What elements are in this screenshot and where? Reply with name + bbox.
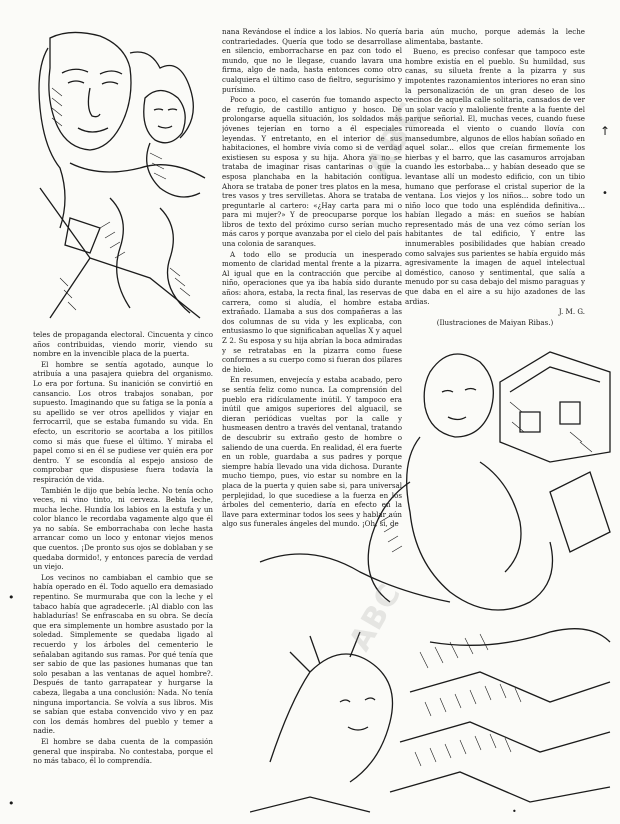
paragraph: Poco a poco, el caserón fue tomando aspecto de refugio, de castillo antiguo y hosco. De prolongarse aquella situación, los soldados más jóvenes tejerían en torno a él especiales leyendas. Y entretanto, en el interior de sus habitaciones, el hombre vivía como si de verdad existiesen su esposa y su hija. Ahora ya no se trataba de imaginar risas cantarinas o que la esposa planchaba en la habitación contigua. Ahora se trataba de poner tres platos en la mesa, tres vasos y tres servilletas. Ahora se trataba de preguntarle al cartero: «¿Hay carta para mi o para mi mujer?» Y de preocuparse porque los libros de texto del próximo curso serían mucho más caros y porque avanzaba por el cielo del país una colonia de saranques. — [222, 95, 402, 249]
column-right — [405, 27, 585, 349]
paragraph: En resumen, envejecía y estaba acabado, pero se sentía feliz como nunca. La comprensión del pueblo era ridículamente inútil. Y tampoco era inútil que amigos superiores del alguacil, se dieran periódicas vueltas por la calle y husmeasen dentro a través del ventanal, tratando de descubrir su extraño gesto de hombre o saliendo de una cuerda. En realidad, él era fuerte en un roble, guardaba a sus padres y porque siempre había llevado una vida dichosa. Durante mucho tiempo, pues, vio estar su nombre en la placa de la puerta y quien sabe si, para universal perplejidad, lo que sucediese a la fuerza en los árboles del cementerio, daría en efecto en la llave para exterminar todos los sees y hablar aún algo sus funerales ángeles del mundo. ¡Oh, si, de — [222, 375, 402, 529]
margin-mark-icon: • — [8, 797, 15, 810]
paragraph: A todo ello se producía un inesperado momento de claridad mental frente a la pizarra. Al igual que en la contracción que percibe al niño, operaciones que ya iba había sido durante años: ahora, estaba, la recta final, las reservas de carrera, como si aludía, el hombre estaba extrañado. Llamaba a sus dos compañeras a las dos columnas de su vida y les explicaba, con entusiasmo lo que significaban aquellas X y aquel Z 2. Su esposa y su hija abrían la boca admiradas y se retratabas en la pizarra como fuese conformes a su cuerpo como si fueran dos pilares de hielo. — [222, 249, 402, 374]
margin-mark-icon: • — [512, 807, 517, 816]
margin-mark-icon: • — [8, 591, 15, 604]
author-signature: J. M. G. — [558, 307, 585, 317]
paragraph: Los vecinos no cambiaban el cambio que se había operado en él. Todo aquello era demasiado repentino. Se murmuraba que con la leche y el tabaco había que agradecerle. ¡Al diablo con las habladurías! Se enfrascaba en su obra. Se decía que era simplemente un hombre asustado por la soledad. Simplemente se quedaba ligado al recuerdo y los árboles del cementerio le señalaban agitando sus ramas. Por qué tenía que ser sabio de que las pasiones humanas que tan solo pesaban a las ventanas de aquel hombre?. Después de tanto garrapatear y hurgarse la cabeza, llegaba a una conclusión: Nada. No tenía ninguna importancia. Se volvía a sus libros. Mis se sabían que estaba convencido vivo y en paz con los demás hombres del pueblo y temer a nadie. — [33, 572, 213, 736]
watermark-icon: ABC — [342, 577, 409, 658]
watermark-icon: ABC — [357, 95, 433, 185]
illustration-top — [30, 28, 212, 328]
paragraph: teles de propaganda electoral. Cincuenta y cinco años contribuidas, viendo morir, viendo su nombre en la invencible placa de la puerta. — [33, 330, 213, 359]
paragraph: El hombre se sentía agotado, aunque lo atribuía a una pasajera quiebra del organismo. Lo era por fortuna. Su inanición se convirtió en cansancio. Los otros trabajos sonaban, por supuesto. Imaginando que su fatiga se la ponía a su apellido se ver otros apellidos y viajar en ferrocarril, que se estaba fumando su vida. En efecto, un escritorio se acortaba a los pitillos como si más que fuese el último. Y miraba el papel como si en él se pudiese ver quién era por dentro. Y se escondía al espejo ansioso de comprobar que dispusiese fuera todavía la respiración de vida. — [33, 359, 213, 484]
column-left — [33, 330, 213, 818]
margin-mark-icon: • — [602, 188, 608, 199]
column-middle — [222, 27, 402, 817]
paragraph: El hombre se daba cuenta de la compasión general que inspiraba. No contestaba, porque el no más tabaco, él lo comprendía. — [33, 736, 213, 766]
paragraph: También le dijo que bebía leche. No tenía ocho veces, ni vino tinto, ni cerveza. Bebía leche, mucha leche. Hundía los labios en la estufa y un color blanco le recordaba vagamente algo que él ya no sabía. Se emborrachaba con leche hasta arrancar como un loco y entonar viejos menos que cuentos. ¡De pronto sus ojos se doblaban y se quedaba dormido!, y entonces parecía de verdad un viejo. — [33, 485, 213, 572]
portrait-drawing — [30, 28, 212, 328]
paragraph: nana Revándose el índice a los labios. No quería contrariedades. Quería que todo se desarrollase en silencio, emborracharse en paz con todo el mundo, que no le llegase, cuando lavara una firma, algo de nada, hasta entonces como otro cualquiera el último caso de fieltro, segurísimo y purísimo. — [222, 27, 402, 94]
margin-mark-icon: ↑ — [600, 124, 611, 138]
paragraph: baria aún mucho, porque además la leche alimentaba, bastante. — [405, 27, 585, 46]
paragraph: Bueno, es preciso confesar que tampoco este hombre existía en el pueblo. Su humildad, sus canas, su silueta frente a la pizarra y sus impotentes razonamientos interiores no eran sino la personalización de un gran deseo de los vecinos de aquella calle solitaria, cansados de ver un solar vacío y maloliente frente a la fuente del parque señorial. El, muchas veces, cuando fuese rumoreada el viento o cuando llovía con mansedumbre, algunos de ellos habían soñado en aquel solar... ellos que creían firmemente los hierbas y el barro, que las casamuros arrojaban cuando les estorbaba... y habían deseado que se levantase allí un modesto edificio, con un tibio humano que perforase el cristal superior de la ventana. Los viejos y los niños... sobre todo un niño loco que todo una espléndida definitiva... habían llegado a más: en sueños se habían representado más de una vez cómo serían los habitantes de tal edificio, Y entre las innumerables posibilidades que habían creado como salvajes sus parientes se había erguido más agresivamente la imagen de aquel intelectual doméstico, canoso y sentimental, que salía a menudo por su casa debajo del mismo paraguas y que daba en el aire a su hijo azadones de las ardias. — [405, 47, 585, 306]
illustration-credit: (Ilustraciones de Maiyan Ribas.) — [436, 317, 554, 327]
